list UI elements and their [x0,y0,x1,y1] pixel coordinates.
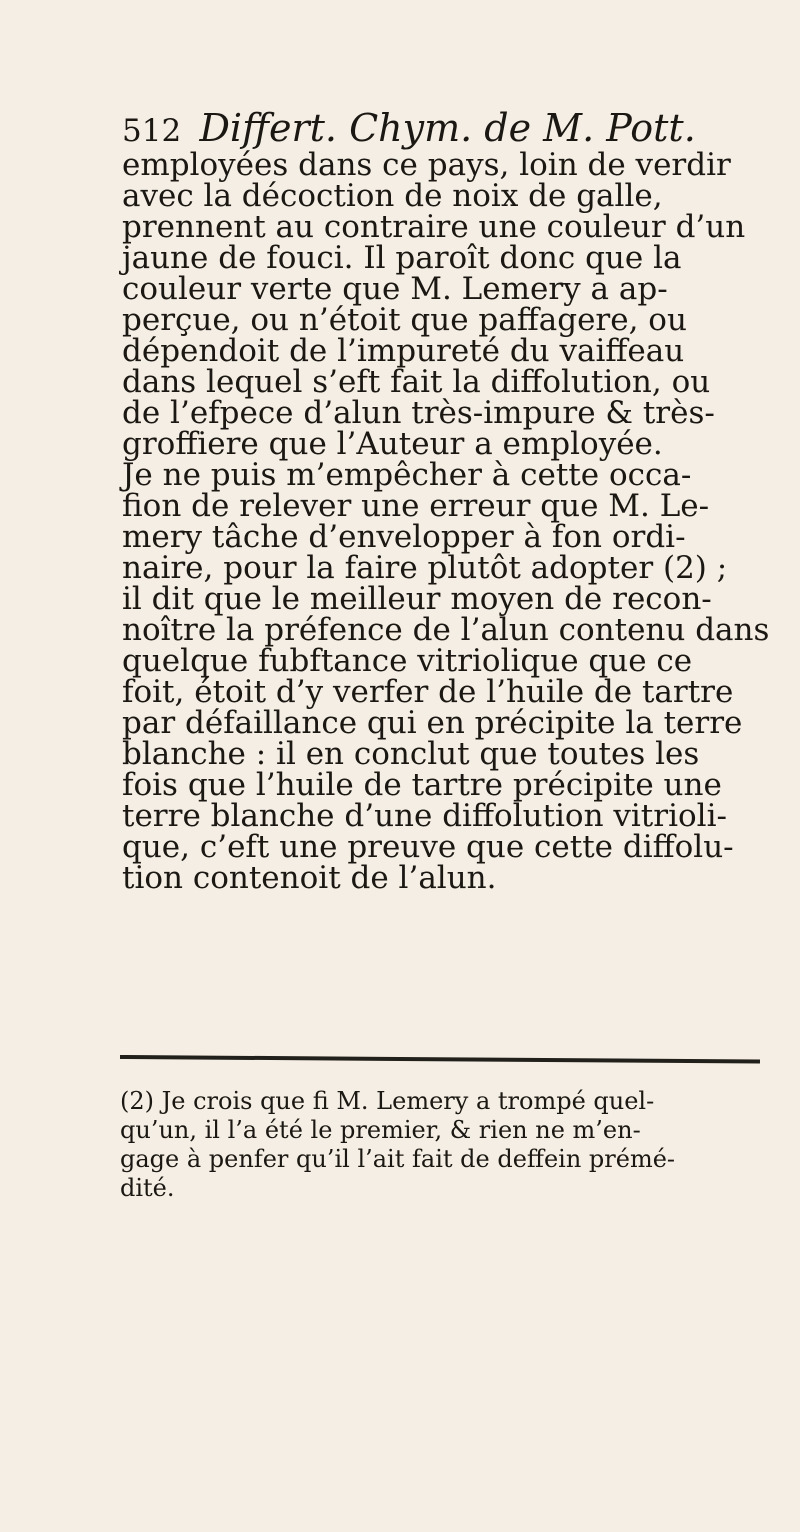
text-line: jaune de fouci. Il paroît donc que la [122,240,682,276]
footnote-line: qu’un, il l’a été le premier, & rien ne m’en- [120,1116,641,1144]
footnote [120,1087,775,1203]
text-line: par défaillance qui en précipite la terre [122,705,743,741]
text-line: noître la préfence de l’alun contenu dans [122,612,770,648]
text-line: il dit que le meilleur moyen de recon- [122,581,712,617]
footnote-line: gage à penfer qu’il l’ait fait de deffein prémé- [120,1145,676,1173]
text-line: employées dans ce pays, loin de verdir [122,147,731,183]
text-line: dépendoit de l’impureté du vaiffeau [122,333,685,369]
text-line: quelque fubftance vitriolique que ce [122,643,693,679]
running-head [122,105,762,151]
main-text [122,147,772,896]
text-line: fois que l’huile de tartre précipite une [122,767,722,803]
text-line: foit, étoit d’y verfer de l’huile de tartre [122,674,734,710]
text-line: perçue, ou n’étoit que paffagere, ou [122,302,687,338]
text-line: dans lequel s’eft fait la diffolution, ou [122,364,711,400]
text-line: fion de relever une erreur que M. Le- [122,488,710,524]
text-line: que, c’eft une preuve que cette diffolu- [122,829,734,865]
text-line: avec la décoction de noix de galle, [122,178,663,214]
footnote-rule [120,1055,760,1063]
text-line: groffiere que l’Auteur a employée. [122,426,663,462]
text-line: blanche : il en conclut que toutes les [122,736,700,772]
text-line: naire, pour la faire plutôt adopter (2) ; [122,550,728,586]
text-line: de l’efpece d’alun très-impure & très- [122,395,715,431]
footnote-line: dité. [120,1174,175,1202]
text-line: couleur verte que M. Lemery a ap- [122,271,668,307]
text-line: mery tâche d’envelopper à fon ordi- [122,519,686,555]
text-line: Je ne puis m’empêcher à cette occa- [122,457,692,493]
text-line: prennent au contraire une couleur d’un [122,209,746,245]
footnote-line: (2) Je crois que fi M. Lemery a trompé quel- [120,1087,655,1115]
running-title: Differt. Chym. de M. Pott. [199,106,696,150]
text-line: terre blanche d’une diffolution vitrioli- [122,798,727,834]
page-number: 512 [122,113,182,149]
text-line: tion contenoit de l’alun. [122,860,497,896]
